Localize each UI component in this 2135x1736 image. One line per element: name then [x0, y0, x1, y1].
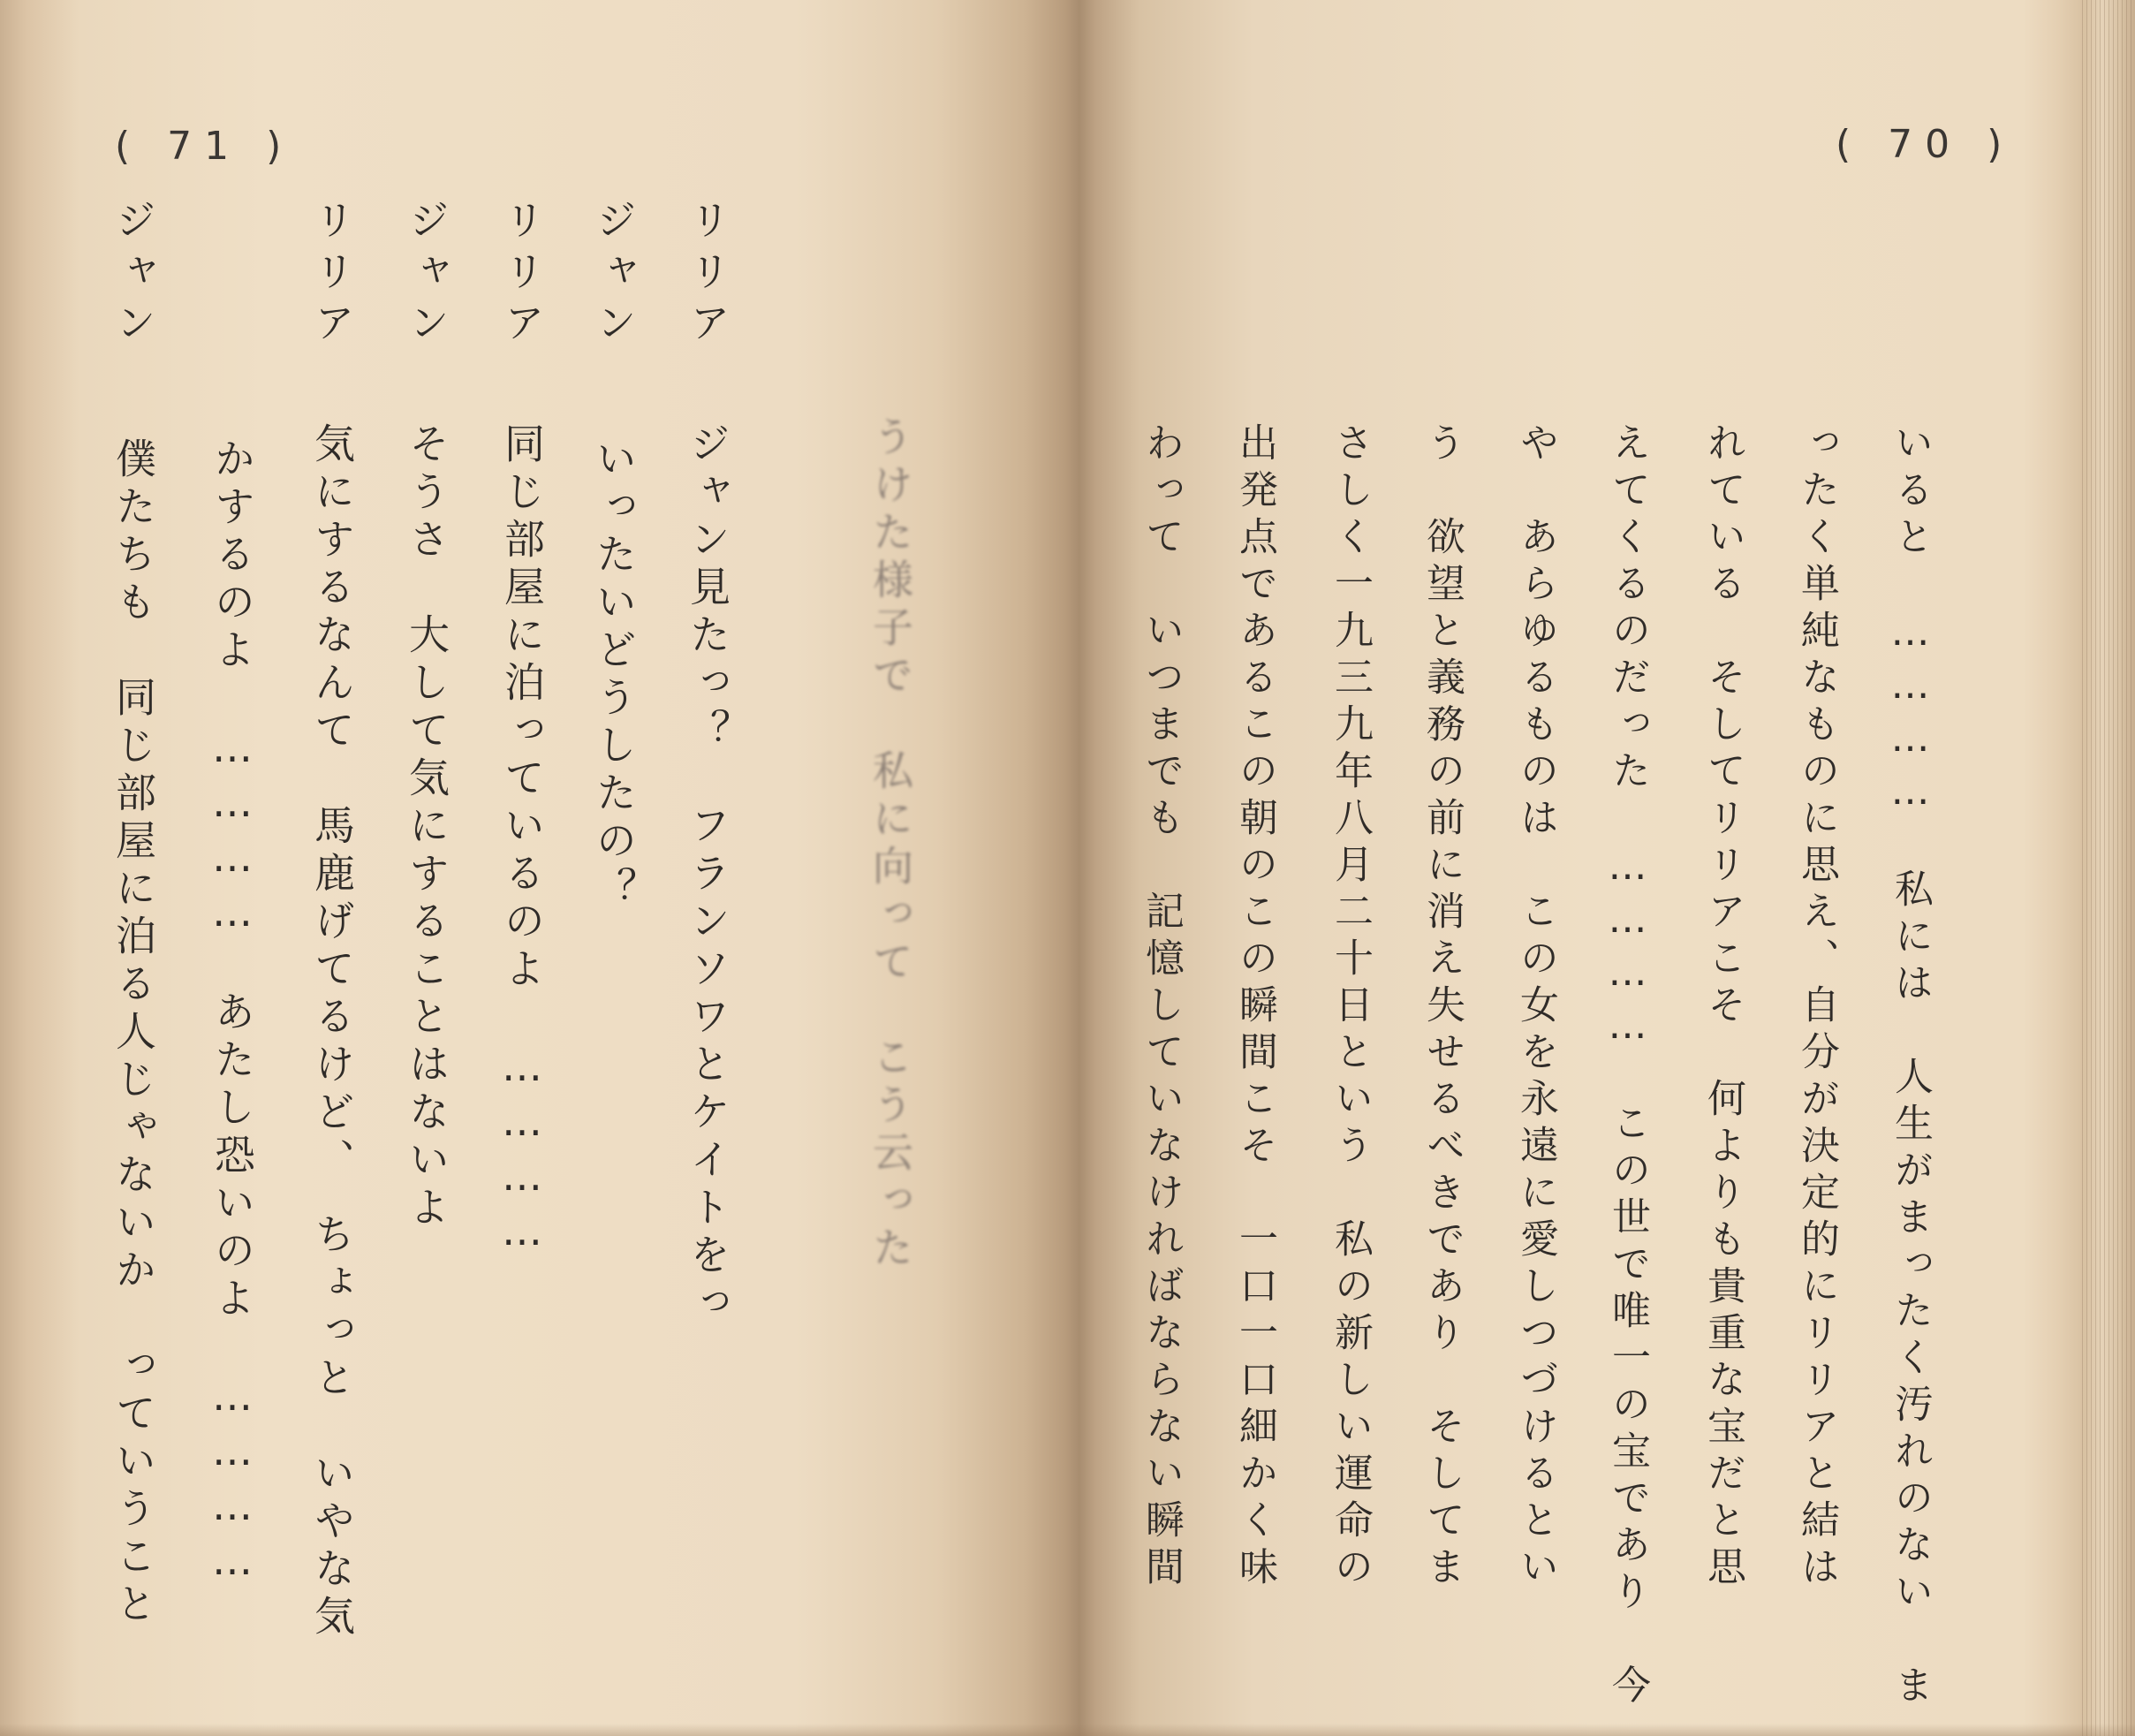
dialogue-line: 同じ部屋に泊っているのよ ………… — [498, 422, 546, 1262]
speaker-name: リリア — [684, 199, 731, 353]
body-line: いると ………… 私には 人生がまったく汚れのない ま — [1888, 422, 1933, 1711]
speaker-name: ジャン — [590, 199, 638, 353]
dialogue-line: 気にするなんて 馬鹿げてるけど、 ちょっと いやな気 — [308, 422, 356, 1642]
body-line: ったく単純なものに思え、自分が決定的にリリアと結は — [1794, 422, 1839, 1593]
speaker-name: リリア — [308, 199, 356, 353]
page-number-right: ( 70 ) — [1836, 122, 2015, 167]
gutter-line: うけた様子で 私に向って こう云った — [867, 415, 914, 1274]
speaker-name: リリア — [498, 199, 546, 353]
dialogue-line: 僕たちも 同じ部屋に泊る人じゃないか っていうこと — [110, 437, 157, 1630]
speaker-name: ジャン — [110, 199, 157, 353]
right-page — [1067, 0, 2135, 1736]
page-number-left: ( 71 ) — [115, 124, 294, 169]
dialogue-line: かするのよ ………… あたし恐いのよ ………… — [208, 437, 256, 1591]
body-line: 出発点であるこの朝のこの瞬間こそ 一口一口細かく味 — [1232, 422, 1277, 1593]
body-line: れている そしてリリアこそ 何よりも貴重な宝だと思 — [1700, 422, 1745, 1593]
dialogue-line: そうさ 大して気にすることはないよ — [403, 422, 450, 1233]
body-line: う 欲望と義務の前に消え失せるべきであり そしてま — [1420, 422, 1465, 1593]
dialogue-line: ジャン見たっ？ フランソワとケイトをっ — [684, 422, 731, 1329]
body-line: えてくるのだった ………… この世で唯一の宝であり 今 — [1605, 422, 1650, 1711]
body-line: さしく一九三九年八月二十日という 私の新しい運命の — [1328, 422, 1373, 1593]
body-line: や あらゆるものは この女を永遠に愛しつづけるとい — [1513, 422, 1558, 1593]
body-line: わって いつまでも 記憶していなければならない瞬間 — [1139, 422, 1184, 1593]
dialogue-line: いったいどうしたの？ — [590, 437, 638, 914]
speaker-name: ジャン — [403, 199, 450, 353]
left-page — [0, 0, 1067, 1736]
